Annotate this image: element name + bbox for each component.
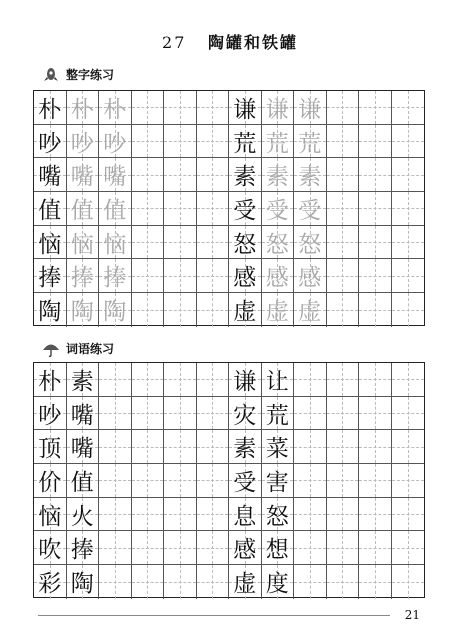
grid-cell[interactable] (67, 531, 100, 565)
model-character: 感 (233, 265, 257, 292)
grid-cell[interactable] (294, 293, 327, 327)
model-character: 素 (70, 368, 94, 395)
grid-cell[interactable] (132, 498, 165, 532)
grid-row (34, 192, 424, 226)
grid-cell[interactable] (392, 226, 425, 260)
grid-cell[interactable] (229, 226, 262, 260)
grid-cell[interactable] (392, 531, 425, 565)
model-character: 灾 (233, 402, 257, 429)
grid-row (34, 498, 424, 532)
word-practice-grid (33, 362, 425, 598)
rocket-icon (42, 67, 60, 83)
grid-cell[interactable] (132, 565, 165, 599)
grid-cell[interactable] (229, 125, 262, 159)
grid-cell[interactable] (67, 565, 100, 599)
section-label: 词语练习 (66, 342, 115, 356)
grid-cell[interactable] (99, 91, 132, 125)
grid-cell[interactable] (197, 397, 230, 431)
grid-cell[interactable] (262, 226, 295, 260)
grid-cell[interactable] (262, 125, 295, 159)
grid-cell[interactable] (229, 430, 262, 464)
grid-cell[interactable] (229, 565, 262, 599)
trace-character: 荒 (298, 130, 322, 157)
model-character: 朴 (38, 96, 62, 123)
grid-cell[interactable] (132, 363, 165, 397)
grid-cell[interactable] (164, 293, 197, 327)
trace-character: 受 (265, 197, 289, 224)
grid-cell[interactable] (34, 397, 67, 431)
trace-character: 陶 (70, 299, 94, 326)
model-character: 息 (233, 503, 257, 530)
grid-cell[interactable] (34, 91, 67, 125)
grid-cell[interactable] (392, 293, 425, 327)
page-number: 21 (404, 608, 420, 622)
grid-cell[interactable] (327, 125, 360, 159)
trace-character: 虚 (265, 299, 289, 326)
grid-cell[interactable] (99, 363, 132, 397)
model-character: 恼 (38, 231, 62, 258)
grid-cell[interactable] (67, 498, 100, 532)
grid-cell[interactable] (229, 192, 262, 226)
grid-cell[interactable] (197, 293, 230, 327)
grid-cell[interactable] (392, 192, 425, 226)
lesson-name: 陶罐和铁罐 (207, 33, 298, 52)
trace-character: 朴 (103, 96, 127, 123)
grid-cell[interactable] (164, 565, 197, 599)
grid-cell[interactable] (229, 293, 262, 327)
grid-cell[interactable] (67, 430, 100, 464)
grid-cell[interactable] (294, 125, 327, 159)
grid-cell[interactable] (67, 293, 100, 327)
grid-cell[interactable] (99, 531, 132, 565)
model-character: 菜 (265, 436, 289, 463)
grid-cell[interactable] (294, 531, 327, 565)
trace-character: 受 (298, 197, 322, 224)
grid-cell[interactable] (67, 125, 100, 159)
trace-character: 感 (265, 265, 289, 292)
trace-character: 素 (265, 164, 289, 191)
grid-cell[interactable] (392, 363, 425, 397)
grid-cell[interactable] (359, 91, 392, 125)
trace-character: 素 (298, 164, 322, 191)
grid-cell[interactable] (34, 565, 67, 599)
grid-cell[interactable] (67, 464, 100, 498)
grid-cell[interactable] (327, 464, 360, 498)
grid-cell[interactable] (34, 363, 67, 397)
grid-cell[interactable] (262, 158, 295, 192)
grid-cell[interactable] (34, 259, 67, 293)
grid-cell[interactable] (99, 259, 132, 293)
grid-cell[interactable] (197, 363, 230, 397)
grid-cell[interactable] (34, 158, 67, 192)
grid-cell[interactable] (262, 430, 295, 464)
model-character: 让 (265, 368, 289, 395)
model-character: 顶 (38, 436, 62, 463)
grid-cell[interactable] (132, 430, 165, 464)
grid-cell[interactable] (34, 293, 67, 327)
trace-character: 陶 (103, 299, 127, 326)
grid-cell[interactable] (359, 397, 392, 431)
grid-cell[interactable] (197, 259, 230, 293)
grid-cell[interactable] (392, 498, 425, 532)
model-character: 陶 (38, 299, 62, 326)
grid-cell[interactable] (294, 363, 327, 397)
grid-cell[interactable] (197, 430, 230, 464)
grid-cell[interactable] (359, 259, 392, 293)
footer-rule (38, 615, 390, 616)
model-character: 受 (233, 197, 257, 224)
model-character: 值 (38, 197, 62, 224)
grid-cell[interactable] (229, 91, 262, 125)
grid-cell[interactable] (359, 293, 392, 327)
grid-cell[interactable] (67, 91, 100, 125)
grid-row (34, 397, 424, 431)
model-character: 怒 (233, 231, 257, 258)
grid-cell[interactable] (229, 464, 262, 498)
grid-cell[interactable] (262, 293, 295, 327)
grid-cell[interactable] (229, 158, 262, 192)
model-character: 荒 (233, 130, 257, 157)
grid-cell[interactable] (99, 158, 132, 192)
grid-cell[interactable] (99, 226, 132, 260)
grid-cell[interactable] (99, 397, 132, 431)
grid-cell[interactable] (132, 531, 165, 565)
grid-cell[interactable] (99, 464, 132, 498)
trace-character: 感 (298, 265, 322, 292)
grid-cell[interactable] (34, 125, 67, 159)
grid-cell[interactable] (359, 430, 392, 464)
grid-cell[interactable] (99, 192, 132, 226)
grid-cell[interactable] (327, 158, 360, 192)
grid-cell[interactable] (294, 565, 327, 599)
model-character: 火 (70, 503, 94, 530)
model-character: 恼 (38, 503, 62, 530)
grid-cell[interactable] (294, 192, 327, 226)
grid-row (34, 531, 424, 565)
grid-cell[interactable] (67, 397, 100, 431)
grid-cell[interactable] (294, 91, 327, 125)
model-character: 吹 (38, 537, 62, 564)
model-character: 素 (233, 164, 257, 191)
trace-character: 吵 (70, 130, 94, 157)
grid-row (34, 91, 424, 125)
model-character: 虚 (233, 299, 257, 326)
model-character: 吵 (38, 402, 62, 429)
grid-cell[interactable] (392, 397, 425, 431)
grid-cell[interactable] (359, 498, 392, 532)
grid-cell[interactable] (164, 125, 197, 159)
grid-cell[interactable] (132, 226, 165, 260)
grid-cell[interactable] (132, 158, 165, 192)
grid-cell[interactable] (132, 259, 165, 293)
grid-cell[interactable] (359, 531, 392, 565)
grid-cell[interactable] (132, 464, 165, 498)
grid-cell[interactable] (262, 464, 295, 498)
trace-character: 嘴 (70, 164, 94, 191)
grid-row (34, 293, 424, 327)
model-character: 值 (70, 469, 94, 496)
grid-cell[interactable] (359, 158, 392, 192)
grid-cell[interactable] (262, 91, 295, 125)
grid-cell[interactable] (392, 259, 425, 293)
grid-cell[interactable] (294, 397, 327, 431)
trace-character: 荒 (265, 130, 289, 157)
trace-character: 捧 (70, 265, 94, 292)
model-character: 想 (265, 537, 289, 564)
grid-cell[interactable] (392, 125, 425, 159)
grid-cell[interactable] (392, 430, 425, 464)
model-character: 虚 (233, 571, 257, 598)
grid-cell[interactable] (262, 192, 295, 226)
section-label: 整字练习 (66, 68, 115, 82)
grid-cell[interactable] (294, 226, 327, 260)
grid-cell[interactable] (294, 498, 327, 532)
grid-cell[interactable] (294, 259, 327, 293)
model-character: 吵 (38, 130, 62, 157)
grid-cell[interactable] (34, 192, 67, 226)
model-character: 陶 (70, 571, 94, 598)
model-character: 价 (38, 469, 62, 496)
grid-cell[interactable] (132, 192, 165, 226)
trace-character: 虚 (298, 299, 322, 326)
grid-cell[interactable] (262, 259, 295, 293)
grid-cell[interactable] (197, 158, 230, 192)
umbrella-icon (42, 341, 60, 357)
grid-cell[interactable] (164, 363, 197, 397)
grid-cell[interactable] (262, 397, 295, 431)
grid-cell[interactable] (99, 293, 132, 327)
grid-row (34, 565, 424, 599)
grid-cell[interactable] (132, 397, 165, 431)
grid-cell[interactable] (164, 397, 197, 431)
grid-cell[interactable] (132, 293, 165, 327)
trace-character: 恼 (103, 231, 127, 258)
grid-cell[interactable] (327, 531, 360, 565)
trace-character: 朴 (70, 96, 94, 123)
model-character: 受 (233, 469, 257, 496)
model-character: 素 (233, 436, 257, 463)
trace-character: 嘴 (103, 164, 127, 191)
grid-cell[interactable] (262, 531, 295, 565)
grid-cell[interactable] (34, 498, 67, 532)
grid-cell[interactable] (392, 565, 425, 599)
grid-cell[interactable] (34, 430, 67, 464)
grid-row (34, 464, 424, 498)
grid-cell[interactable] (359, 363, 392, 397)
grid-cell[interactable] (197, 192, 230, 226)
model-character: 嘴 (38, 164, 62, 191)
model-character: 怒 (265, 503, 289, 530)
grid-cell[interactable] (197, 226, 230, 260)
grid-cell[interactable] (132, 91, 165, 125)
lesson-title (0, 30, 460, 53)
trace-character: 值 (103, 197, 127, 224)
trace-character: 谦 (265, 96, 289, 123)
grid-cell[interactable] (327, 498, 360, 532)
grid-cell[interactable] (262, 498, 295, 532)
grid-cell[interactable] (164, 430, 197, 464)
model-character: 度 (265, 571, 289, 598)
trace-character: 恼 (70, 231, 94, 258)
grid-cell[interactable] (164, 158, 197, 192)
grid-cell[interactable] (34, 226, 67, 260)
model-character: 荒 (265, 402, 289, 429)
grid-cell[interactable] (67, 226, 100, 260)
grid-cell[interactable] (34, 531, 67, 565)
grid-cell[interactable] (197, 565, 230, 599)
grid-cell[interactable] (132, 125, 165, 159)
grid-cell[interactable] (327, 565, 360, 599)
grid-cell[interactable] (197, 498, 230, 532)
trace-character: 值 (70, 197, 94, 224)
model-character: 嘴 (70, 436, 94, 463)
trace-character: 谦 (298, 96, 322, 123)
grid-cell[interactable] (229, 498, 262, 532)
model-character: 嘴 (70, 402, 94, 429)
grid-cell[interactable] (164, 531, 197, 565)
grid-cell[interactable] (197, 531, 230, 565)
model-character: 感 (233, 537, 257, 564)
grid-row (34, 363, 424, 397)
grid-cell[interactable] (99, 565, 132, 599)
trace-character: 怒 (265, 231, 289, 258)
grid-cell[interactable] (392, 91, 425, 125)
trace-character: 怒 (298, 231, 322, 258)
model-character: 彩 (38, 571, 62, 598)
grid-cell[interactable] (99, 498, 132, 532)
grid-cell[interactable] (359, 464, 392, 498)
grid-cell[interactable] (359, 565, 392, 599)
grid-cell[interactable] (392, 158, 425, 192)
grid-cell[interactable] (327, 192, 360, 226)
grid-cell[interactable] (359, 192, 392, 226)
lesson-number: 27 (162, 33, 187, 52)
grid-cell[interactable] (327, 363, 360, 397)
grid-cell[interactable] (164, 226, 197, 260)
grid-cell[interactable] (197, 125, 230, 159)
grid-row (34, 430, 424, 464)
model-character: 谦 (233, 96, 257, 123)
model-character: 谦 (233, 368, 257, 395)
section-header-word-practice (42, 340, 114, 357)
grid-cell[interactable] (262, 565, 295, 599)
model-character: 朴 (38, 368, 62, 395)
grid-cell[interactable] (359, 125, 392, 159)
grid-cell[interactable] (262, 363, 295, 397)
grid-cell[interactable] (34, 464, 67, 498)
char-practice-grid (33, 90, 425, 326)
trace-character: 吵 (103, 130, 127, 157)
model-character: 捧 (38, 265, 62, 292)
grid-cell[interactable] (327, 293, 360, 327)
grid-row (34, 226, 424, 260)
grid-cell[interactable] (294, 430, 327, 464)
grid-cell[interactable] (164, 91, 197, 125)
grid-cell[interactable] (67, 259, 100, 293)
grid-cell[interactable] (67, 158, 100, 192)
grid-cell[interactable] (164, 192, 197, 226)
section-header-char-practice (42, 66, 114, 83)
grid-cell[interactable] (164, 464, 197, 498)
grid-cell[interactable] (197, 464, 230, 498)
grid-cell[interactable] (229, 259, 262, 293)
grid-cell[interactable] (327, 397, 360, 431)
grid-cell[interactable] (99, 125, 132, 159)
grid-cell[interactable] (67, 363, 100, 397)
grid-row (34, 158, 424, 192)
grid-row (34, 125, 424, 159)
grid-cell[interactable] (327, 430, 360, 464)
grid-cell[interactable] (327, 259, 360, 293)
grid-cell[interactable] (99, 430, 132, 464)
grid-cell[interactable] (327, 226, 360, 260)
grid-cell[interactable] (229, 363, 262, 397)
grid-row (34, 259, 424, 293)
grid-cell[interactable] (294, 464, 327, 498)
grid-cell[interactable] (359, 226, 392, 260)
grid-cell[interactable] (294, 158, 327, 192)
grid-cell[interactable] (229, 397, 262, 431)
model-character: 害 (265, 469, 289, 496)
grid-cell[interactable] (67, 192, 100, 226)
grid-cell[interactable] (164, 498, 197, 532)
grid-cell[interactable] (164, 259, 197, 293)
model-character: 捧 (70, 537, 94, 564)
grid-cell[interactable] (327, 91, 360, 125)
grid-cell[interactable] (229, 531, 262, 565)
trace-character: 捧 (103, 265, 127, 292)
grid-cell[interactable] (197, 91, 230, 125)
grid-cell[interactable] (392, 464, 425, 498)
